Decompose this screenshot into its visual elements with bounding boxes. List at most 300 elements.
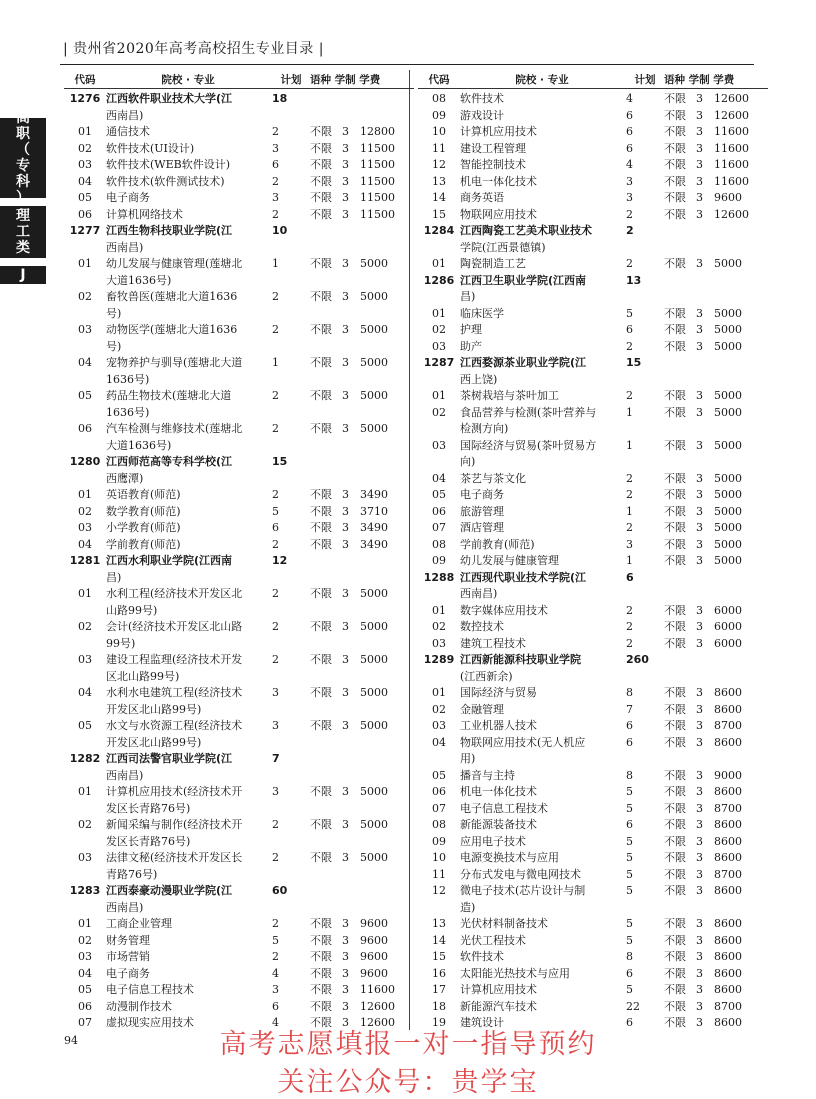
- code-cell: 07: [78, 1016, 92, 1029]
- code-cell: 12: [432, 158, 446, 171]
- code-cell: 05: [432, 488, 446, 501]
- name-cell: 新能源装备技术: [460, 818, 537, 831]
- language-cell: 不限: [310, 653, 332, 666]
- years-cell: 3: [696, 801, 703, 815]
- tab-char: （: [16, 142, 30, 158]
- plan-cell: 2: [626, 521, 633, 534]
- years-cell: 3: [696, 884, 703, 897]
- fee-cell: 5000: [714, 405, 742, 419]
- plan-cell: 5: [626, 983, 633, 996]
- fee-cell: 8600: [714, 851, 742, 864]
- name-cell: 数字媒体应用技术: [460, 603, 548, 617]
- language-cell: 不限: [310, 141, 332, 155]
- years-cell: 3: [342, 356, 349, 369]
- years-cell: 3: [342, 686, 349, 699]
- code-cell: 03: [78, 158, 92, 171]
- language-cell: 不限: [664, 323, 686, 336]
- plan-cell: 6: [626, 125, 633, 138]
- fee-cell: 11600: [714, 141, 749, 155]
- name-cell: 江西陶瓷工艺美术职业技术: [460, 224, 592, 237]
- language-cell: 不限: [310, 686, 332, 699]
- major-row: [418, 966, 768, 983]
- fee-cell: 8600: [714, 735, 742, 749]
- tab-char: 高: [16, 110, 30, 126]
- major-row: [418, 438, 768, 455]
- tab-char: 理: [16, 208, 30, 224]
- years-cell: 3: [342, 174, 349, 188]
- major-row: [418, 603, 768, 620]
- plan-cell: 7: [272, 752, 280, 765]
- fee-cell: 5000: [714, 306, 742, 320]
- plan-cell: 5: [626, 851, 633, 864]
- right-table-header: [418, 70, 768, 89]
- plan-cell: 6: [272, 158, 279, 171]
- major-row: [418, 933, 768, 950]
- name-cell: 食品营养与检测(茶叶营养与: [460, 405, 597, 419]
- years-cell: 3: [696, 719, 703, 732]
- code-cell: 1286: [423, 273, 455, 287]
- plan-cell: 260: [626, 653, 649, 666]
- code-cell: 10: [432, 125, 446, 138]
- major-row: [418, 553, 768, 570]
- code-cell: 18: [432, 999, 446, 1013]
- header-name: 院校 · 专业: [515, 73, 569, 86]
- continuation-row: [418, 240, 768, 257]
- code-cell: 04: [78, 966, 92, 980]
- name-cell: 机电一体化技术: [460, 785, 537, 798]
- code-cell: 01: [432, 306, 446, 320]
- major-row: [64, 124, 414, 141]
- plan-cell: 2: [626, 257, 633, 270]
- name-cell: 护理: [460, 323, 482, 336]
- name-cell: 发区长青路76号): [106, 801, 191, 815]
- tab-category: [0, 206, 46, 258]
- major-row: [418, 867, 768, 884]
- name-cell: 造): [460, 900, 476, 914]
- plan-cell: 4: [626, 92, 633, 105]
- name-cell: 智能控制技术: [460, 158, 526, 171]
- code-cell: 01: [78, 785, 92, 798]
- language-cell: 不限: [664, 306, 686, 320]
- name-cell: 江西水利职业学院(江西南: [106, 554, 233, 567]
- plan-cell: 2: [272, 587, 279, 600]
- years-cell: 3: [342, 933, 349, 947]
- years-cell: 3: [342, 125, 349, 138]
- fee-cell: 12600: [360, 999, 395, 1013]
- language-cell: 不限: [664, 504, 686, 518]
- header-name: 院校 · 专业: [161, 73, 215, 86]
- language-cell: 不限: [310, 174, 332, 188]
- continuation-row: [64, 438, 414, 455]
- fee-cell: 5000: [360, 818, 388, 831]
- name-cell: 电子商务: [106, 966, 150, 980]
- tab-char: 职: [16, 126, 30, 142]
- name-cell: 软件技术(WEB软件设计): [106, 158, 231, 171]
- fee-cell: 5000: [714, 521, 742, 534]
- plan-cell: 3: [626, 174, 633, 188]
- language-cell: 不限: [664, 92, 686, 105]
- fee-cell: 5000: [360, 851, 388, 864]
- name-cell: 小学教育(师范): [106, 521, 181, 534]
- code-cell: 01: [78, 488, 92, 501]
- name-cell: (江西新余): [460, 669, 513, 683]
- plan-cell: 6: [272, 999, 279, 1013]
- plan-cell: 6: [626, 108, 633, 122]
- fee-cell: 5000: [714, 323, 742, 336]
- school-row: [64, 454, 414, 471]
- continuation-row: [64, 900, 414, 917]
- years-cell: 3: [696, 339, 703, 353]
- page-number: 94: [64, 1034, 78, 1047]
- years-cell: 3: [342, 191, 349, 204]
- name-cell: 工业机器人技术: [460, 719, 537, 732]
- plan-cell: 3: [626, 191, 633, 204]
- years-cell: 3: [342, 389, 349, 402]
- major-row: [64, 949, 414, 966]
- years-cell: 3: [342, 587, 349, 600]
- years-cell: 3: [696, 966, 703, 980]
- code-cell: 06: [78, 422, 92, 435]
- language-cell: 不限: [310, 207, 332, 221]
- plan-cell: 5: [626, 933, 633, 947]
- fee-cell: 12600: [714, 108, 749, 122]
- language-cell: 不限: [664, 867, 686, 881]
- plan-cell: 6: [626, 966, 633, 980]
- fee-cell: 8700: [714, 719, 742, 732]
- language-cell: 不限: [664, 108, 686, 122]
- language-cell: 不限: [664, 471, 686, 485]
- language-cell: 不限: [664, 1016, 686, 1029]
- major-row: [64, 966, 414, 983]
- language-cell: 不限: [310, 191, 332, 204]
- years-cell: 3: [696, 735, 703, 749]
- code-cell: 02: [78, 620, 92, 633]
- name-cell: 动物医学(莲塘北大道1636: [106, 323, 238, 336]
- header-code: 代码: [74, 73, 96, 86]
- fee-cell: 5000: [360, 356, 388, 369]
- major-row: [418, 388, 768, 405]
- header-bar-right: |: [313, 41, 324, 57]
- language-cell: 不限: [310, 537, 332, 551]
- language-cell: 不限: [664, 768, 686, 782]
- fee-cell: 12600: [360, 1016, 395, 1029]
- plan-cell: 3: [626, 537, 633, 551]
- language-cell: 不限: [664, 141, 686, 155]
- fee-cell: 11600: [714, 174, 749, 188]
- code-cell: 02: [78, 141, 92, 155]
- plan-cell: 6: [626, 735, 633, 749]
- plan-cell: 2: [626, 207, 633, 221]
- tab-letter: J: [0, 266, 46, 284]
- major-row: [64, 520, 414, 537]
- fee-cell: 3490: [360, 537, 388, 551]
- major-row: [64, 784, 414, 801]
- fee-cell: 11600: [360, 983, 395, 996]
- name-cell: 电子信息工程技术: [106, 983, 194, 996]
- left-table-header: [64, 70, 414, 89]
- name-cell: 酒店管理: [460, 521, 504, 534]
- language-cell: 不限: [664, 207, 686, 221]
- major-row: [418, 636, 768, 653]
- code-cell: 08: [432, 818, 446, 831]
- name-cell: 江西婺源茶业职业学院(江: [460, 356, 587, 369]
- continuation-row: [418, 751, 768, 768]
- header-bar-left: |: [63, 41, 74, 57]
- school-row: [418, 652, 768, 669]
- language-cell: 不限: [310, 290, 332, 303]
- years-cell: 3: [696, 554, 703, 567]
- continuation-row: [64, 834, 414, 851]
- plan-cell: 1: [626, 438, 633, 452]
- name-cell: 昌): [460, 290, 476, 303]
- name-cell: 山路99号): [106, 603, 158, 617]
- name-cell: 建筑设计: [460, 1016, 504, 1029]
- code-cell: 10: [432, 851, 446, 864]
- major-row: [64, 256, 414, 273]
- major-row: [418, 504, 768, 521]
- plan-cell: 5: [626, 917, 633, 930]
- code-cell: 15: [432, 950, 446, 963]
- code-cell: 02: [78, 290, 92, 303]
- fee-cell: 5000: [714, 339, 742, 353]
- name-cell: 光伏工程技术: [460, 933, 526, 947]
- name-cell: 数学教育(师范): [106, 504, 181, 518]
- plan-cell: 1: [626, 405, 633, 419]
- years-cell: 3: [696, 636, 703, 650]
- years-cell: 3: [696, 620, 703, 633]
- name-cell: 电源变换技术与应用: [460, 851, 559, 864]
- code-cell: 01: [432, 257, 446, 270]
- name-cell: 动漫制作技术: [106, 999, 172, 1013]
- name-cell: 软件技术: [460, 950, 504, 963]
- plan-cell: 2: [626, 620, 633, 633]
- major-row: [64, 933, 414, 950]
- code-cell: 17: [432, 983, 446, 996]
- major-row: [64, 355, 414, 372]
- fee-cell: 5000: [714, 257, 742, 270]
- code-cell: 05: [78, 191, 92, 204]
- major-row: [418, 718, 768, 735]
- major-row: [64, 718, 414, 735]
- code-cell: 04: [432, 735, 446, 749]
- name-cell: 99号): [106, 636, 136, 650]
- code-cell: 09: [432, 834, 446, 848]
- name-cell: 开发区北山路99号): [106, 702, 202, 716]
- code-cell: 02: [432, 702, 446, 716]
- years-cell: 3: [696, 438, 703, 452]
- plan-cell: 18: [272, 92, 288, 105]
- plan-cell: 13: [626, 273, 642, 287]
- code-cell: 08: [432, 537, 446, 551]
- major-row: [418, 256, 768, 273]
- code-cell: 01: [432, 603, 446, 617]
- right-table-body: [418, 91, 768, 1032]
- name-cell: 国际经济与贸易(茶叶贸易方: [460, 438, 597, 452]
- plan-cell: 2: [272, 653, 279, 666]
- major-row: [64, 999, 414, 1016]
- code-cell: 05: [432, 768, 446, 782]
- continuation-row: [64, 405, 414, 422]
- language-cell: 不限: [664, 851, 686, 864]
- plan-cell: 5: [626, 801, 633, 815]
- name-cell: 昌): [106, 570, 122, 584]
- watermark-line-2: 关注公众号：贵学宝: [277, 1067, 539, 1098]
- code-cell: 1288: [423, 570, 455, 584]
- major-row: [418, 999, 768, 1016]
- years-cell: 3: [342, 950, 349, 963]
- name-cell: 江西现代职业技术学院(江: [460, 570, 587, 584]
- plan-cell: 2: [626, 471, 633, 485]
- code-cell: 1287: [423, 356, 455, 369]
- name-cell: 数控技术: [460, 620, 504, 633]
- years-cell: 3: [696, 306, 703, 320]
- name-cell: 西南昌): [106, 240, 144, 254]
- fee-cell: 3710: [360, 504, 388, 518]
- years-cell: 3: [342, 966, 349, 980]
- name-cell: 计算机应用技术: [460, 983, 537, 996]
- name-cell: 幼儿发展与健康管理: [460, 554, 559, 567]
- language-cell: 不限: [310, 933, 332, 947]
- continuation-row: [64, 801, 414, 818]
- plan-cell: 2: [272, 620, 279, 633]
- fee-cell: 9600: [360, 950, 388, 963]
- plan-cell: 3: [272, 141, 279, 155]
- fee-cell: 3490: [360, 521, 388, 534]
- name-cell: 检测方向): [460, 422, 509, 435]
- code-cell: 13: [432, 917, 446, 930]
- code-cell: 07: [432, 801, 446, 815]
- name-cell: 开发区北山路99号): [106, 735, 202, 749]
- language-cell: 不限: [310, 999, 332, 1013]
- plan-cell: 6: [626, 1016, 633, 1029]
- language-cell: 不限: [310, 620, 332, 633]
- years-cell: 3: [342, 422, 349, 435]
- language-cell: 不限: [664, 174, 686, 188]
- years-cell: 3: [342, 1016, 349, 1029]
- major-row: [418, 817, 768, 834]
- plan-cell: 12: [272, 554, 288, 567]
- school-row: [418, 223, 768, 240]
- major-row: [418, 174, 768, 191]
- language-cell: 不限: [310, 158, 332, 171]
- plan-cell: 5: [626, 884, 633, 897]
- language-cell: 不限: [664, 158, 686, 171]
- plan-cell: 2: [626, 389, 633, 402]
- code-cell: 15: [432, 207, 446, 221]
- language-cell: 不限: [310, 488, 332, 501]
- name-cell: 物联网应用技术(无人机应: [460, 735, 586, 749]
- name-cell: 游戏设计: [460, 108, 504, 122]
- years-cell: 3: [342, 504, 349, 518]
- plan-cell: 7: [626, 702, 633, 716]
- name-cell: 江西生物科技职业学院(江: [106, 224, 233, 237]
- years-cell: 3: [696, 92, 703, 105]
- name-cell: 学院(江西景德镇): [460, 240, 546, 254]
- name-cell: 法律文秘(经济技术开发区长: [106, 851, 243, 864]
- major-row: [418, 735, 768, 752]
- fee-cell: 6000: [714, 603, 742, 617]
- plan-cell: 4: [272, 1016, 279, 1029]
- header-plan: 计划: [634, 73, 656, 86]
- years-cell: 3: [696, 603, 703, 617]
- code-cell: 01: [78, 125, 92, 138]
- name-cell: 电子信息工程技术: [460, 801, 548, 815]
- plan-cell: 2: [272, 174, 279, 188]
- continuation-row: [64, 339, 414, 356]
- fee-cell: 5000: [714, 488, 742, 501]
- major-row: [418, 141, 768, 158]
- code-cell: 1281: [69, 554, 101, 567]
- major-row: [418, 768, 768, 785]
- name-cell: 旅游管理: [460, 504, 504, 518]
- name-cell: 会计(经济技术开发区北山路: [106, 620, 243, 633]
- name-cell: 青路76号): [106, 867, 158, 881]
- major-row: [418, 108, 768, 125]
- plan-cell: 3: [272, 191, 279, 204]
- fee-cell: 9000: [714, 768, 742, 782]
- continuation-row: [418, 421, 768, 438]
- name-cell: 机电一体化技术: [460, 174, 537, 188]
- continuation-row: [64, 273, 414, 290]
- language-cell: 不限: [664, 785, 686, 798]
- plan-cell: 6: [272, 521, 279, 534]
- major-row: [64, 817, 414, 834]
- years-cell: 3: [342, 999, 349, 1013]
- major-row: [418, 982, 768, 999]
- code-cell: 11: [432, 141, 446, 155]
- school-row: [64, 223, 414, 240]
- name-cell: 商务英语: [460, 191, 504, 204]
- code-cell: 01: [432, 686, 446, 699]
- continuation-row: [64, 636, 414, 653]
- name-cell: 计算机应用技术: [460, 125, 537, 138]
- name-cell: 播音与主持: [460, 768, 515, 782]
- years-cell: 3: [696, 323, 703, 336]
- name-cell: 1636号): [106, 372, 150, 386]
- name-cell: 陶瓷制造工艺: [460, 257, 526, 270]
- years-cell: 3: [696, 834, 703, 848]
- years-cell: 3: [696, 158, 703, 171]
- plan-cell: 1: [626, 504, 633, 518]
- code-cell: 05: [78, 719, 92, 732]
- language-cell: 不限: [310, 422, 332, 435]
- major-row: [64, 207, 414, 224]
- name-cell: 工商企业管理: [106, 917, 172, 930]
- language-cell: 不限: [664, 339, 686, 353]
- plan-cell: 4: [626, 158, 633, 171]
- continuation-row: [64, 867, 414, 884]
- code-cell: 1276: [69, 92, 101, 105]
- code-cell: 1283: [69, 884, 101, 897]
- plan-cell: 1: [272, 356, 279, 369]
- name-cell: 江西司法警官职业学院(江: [106, 752, 233, 765]
- fee-cell: 5000: [714, 554, 742, 567]
- plan-cell: 4: [272, 966, 279, 980]
- language-cell: 不限: [664, 636, 686, 650]
- fee-cell: 5000: [360, 719, 388, 732]
- fee-cell: 3490: [360, 488, 388, 501]
- years-cell: 3: [696, 141, 703, 155]
- name-cell: 号): [106, 306, 122, 320]
- fee-cell: 11600: [714, 125, 749, 138]
- language-cell: 不限: [664, 521, 686, 534]
- code-cell: 01: [432, 389, 446, 402]
- language-cell: 不限: [310, 356, 332, 369]
- fee-cell: 5000: [714, 537, 742, 551]
- continuation-row: [64, 306, 414, 323]
- name-cell: 建筑工程技术: [460, 636, 526, 650]
- plan-cell: 2: [626, 339, 633, 353]
